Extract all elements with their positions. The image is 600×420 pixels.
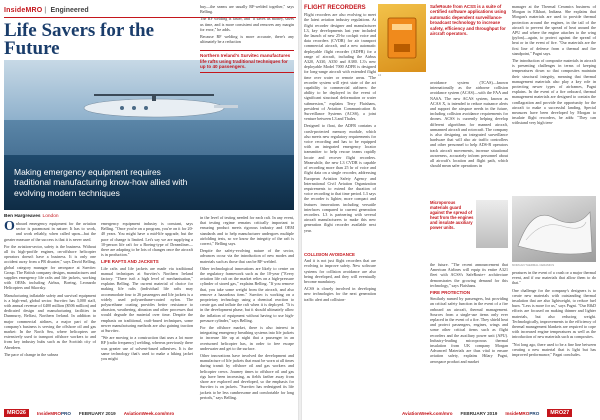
insulation-photo-a xyxy=(476,200,508,248)
footer-brand-b: MRO xyxy=(518,410,530,416)
brand-prefix: Inside xyxy=(4,6,26,14)
section-label: Engineered xyxy=(50,6,89,14)
paragraph: in the level of testing needed for each raft. In any event, that testing regime remains critically important to ensuring product meets rigorous industry and OEM standards and to help manufacturer undergoes multiple airfolding tests, so we know the integrity of the raft is correct," Belling says. xyxy=(200,215,294,247)
photo-credit-morgan: MORGAN THERMAL CERAMICS xyxy=(512,263,555,267)
subheading-flight-recorders: FLIGHT RECORDERS xyxy=(304,5,366,11)
paragraph: Other technological innovations are likely to centre on the regulatory framework such as the 10-year ("Every aviation life raft on the market relies on a high-pressure cylinder of stored gas," explains Belling. "If you remove that, you take some weight from the aircraft, and also remove a hazardous item." Survitec is working on a proprietary technology using a chemical reaction to create gas and inflate the raft when it is deployed. "It is in the development phase, but it should ultimately allow the inflation of equipment without having to use high-pressure cylinder," says Belling. xyxy=(200,265,294,323)
article-column-5 xyxy=(430,80,508,170)
hero-photo xyxy=(4,60,294,210)
footer-brand-c: PRO xyxy=(529,410,540,416)
paragraph: For the aviation-sector, safety is the business. Without all its high-profile engines, on-offshore helicopter operators doesn't have a business. It is only one accident away from a PR disaster," says David Belling, global category manager for aerospace at Survitec Group. The British company designs, manufactures and supplies emergency life rafts and life jackets, working with OEMs including Airbus, Boeing, Leonardo Helicopters and Sikorsky. xyxy=(4,243,96,291)
right-page xyxy=(302,0,600,420)
paragraph: Because RF welding is more accurate, there's any ultimately be a reduction xyxy=(200,34,294,45)
paragraph: the future. "The recent announcement that American Airlines will equip its entire A321 fleet with ACSS's SafeRoute+ architecture demonstrates the growing demand for this technology," says Flaishans. xyxy=(430,262,508,288)
footer-brand-c: PRO xyxy=(60,410,71,416)
paragraph: Other innovations have involved the development and manufacture of life jackets that must be worn at all times during transit by offshore oil and gas workers and helicopter crews. Journey times to offshore oil and gas rigs have been increasing, as fields farther away from shore are explored and developed, so the emphasis for Survitec is on jackets. "Survitec has redesigned its life jackets to be less cumbersome and comfortable for long periods," says Belling. xyxy=(200,353,294,400)
paragraph: And it is not just flight recorders that are evolving to improve safety. New software systems for collision avoidance are also being developed, and they will eventually become mandatory. xyxy=(304,258,376,285)
footer-brand xyxy=(37,411,71,416)
paragraph: avoidance system (TCAS)—known internationally as the airborne collision avoidance system (ACAS)—with the FAA and NASA. The new ACAS system, known as ACAS X, is intended to reduce nuisance alerts and support the airspace needs in the future, including collision avoidance requirements for drones. ACSS is currently helping develop different algorithms for manned aircraft, unmanned aircraft and rotorcraft. The company is also designing an integrated surveillance hardware that will also air traffic controllers and other personnel to help ADS-B operators track aircraft movements, increase situational awareness, accurately inform personnel about all aircraft's location and flight path, which should mean safer operations in xyxy=(430,80,508,169)
footer-url[interactable]: AviationWeek.com/mro xyxy=(123,410,175,416)
paragraph: emergency equipment industry is constant, says Belling. "Once you're on a program, you're on it for 20-40 years. You might have a mid-life upgrade, but the pace of change is limited. Let's say we are supplying a 10-person life raft for a Boeing-type of Dreamliner—there are adapting to be lots of changes once the aircraft is in production." xyxy=(101,221,193,258)
footer-brand-a: Inside xyxy=(505,410,519,416)
article-column-4 xyxy=(304,4,376,235)
recorder-illustration xyxy=(378,4,426,72)
flight-recorder-photo xyxy=(378,4,426,72)
paragraph: buy—the seams are usually RF-welded together," says Belling. xyxy=(200,4,294,15)
photo-credit-l3: L3 xyxy=(378,73,382,77)
paragraph: The introduction of composite materials in aircraft is presenting challenges in terms of keeping temperatures down so that composites maintain their structural integrity, meaning that thermal management materials also play a key role in protecting newer types of airframes, Pagni explains. In the event of a fire onboard, thermal management materials are designed to contain the conflagration and provide the opportunity for the aircraft to make a successful landing. Special measures have been developed by Morgan to insulate flight recorders, he adds: "They can withstand very high tem- xyxy=(512,58,596,126)
insulation-blanket-illustration xyxy=(512,196,596,262)
drop-cap: O xyxy=(4,219,15,234)
paragraph: One challenge for the company's designers is to create new materials with outstanding thermal insulation that are also lightweight, to reduce fuel burn. "Less is more for us," says Pagni. "Our R&D efforts are focused on making thinner and lighter materials, but also reducing weight. Technologically, improvements to the efficiency of thermal management blankets are required to cope with increased engine temperatures as well as the introduction of new materials such as composites. xyxy=(512,287,596,340)
pull-quote-saferoute: SafeRoute from ACSS is a suite of certified software applications using automatic dependent surveillance-broadcast technology to increase safety, efficiency and throughput for aircraft operators. xyxy=(430,4,507,37)
pull-quote-microporous: Microporous materials guard against the spread of heat from the engines and insulate auxiliary power units. xyxy=(430,200,474,230)
article-column-4b xyxy=(304,250,376,304)
article-deck: Making emergency equipment requires traditional manufacturing know-how allied with evolving modern techniques xyxy=(14,166,188,198)
paragraph xyxy=(4,221,96,242)
masthead xyxy=(4,4,89,16)
article-column-6b xyxy=(512,270,596,359)
footer-brand-right xyxy=(505,411,539,416)
left-page xyxy=(0,0,298,420)
subheading-life-rafts: LIFE RAFTS AND JACKETS xyxy=(101,259,159,265)
page-title: Life Savers for the Future xyxy=(4,20,155,59)
paragraph: The RF welding is faster, and "it saves us money, saves us time, and is more consistent and removes any margin for error," he adds. xyxy=(200,16,294,32)
page-number-right: MRO27 xyxy=(547,409,572,417)
article-column-2 xyxy=(101,221,193,363)
subheading-collision-avoidance: COLLISION AVOIDANCE xyxy=(304,252,355,257)
issue-date: FEBRUARY 2019 xyxy=(78,410,116,416)
paragraph: Life rafts and life jackets are made via traditional manual techniques at Survitec's Northern Ireland factory. "There isn't a high level of mechanisation," explains Belling. The current material of choice for making life rafts (individual life rafts may accommodate four to 26 passengers and life jackets is a widely used polyurethane-coated nylon. The polyurethane coating provides better resistance to abrasion, weathering, abrasion and other processes that would degrade the material over time. Despite the emphasis on traditional, craft-based techniques, some newer manufacturing methods are also gaining traction at Survitec. xyxy=(101,265,193,334)
footer-brand-a: Inside xyxy=(36,410,51,416)
brand-suffix: MRO xyxy=(25,6,43,14)
article-column-5b xyxy=(430,262,508,366)
paragraph: manager at the Thermal Ceramics business of Morgan in Elkhart, Indiana. She explains that Morgan's materials are used to provide thermal protection around the engines, in the tail of the aircraft to prevent the spread of heat around the APU and where the engine attaches to the wing (pylon)—again, to protect against the spread of heat or in the event of fire. "Our materials are the first line of defense from a thermal and fire standpoint," Pagni says. xyxy=(512,4,596,56)
author-city: London xyxy=(42,214,59,219)
paragraph-text: nboard emergency equipment for the aviation sector is paramount in nature: It has to work, and work reliably, when called upon—but the greater measure of the success is that it is never used. xyxy=(4,221,96,242)
paragraph: ACSS is closely involved in developing new technologies for the next generation traffic alert and collision- xyxy=(304,286,376,302)
article-column-1 xyxy=(4,221,96,359)
footer-brand-b: MRO xyxy=(50,410,61,416)
paragraph: Similarly named by passengers, but providing an critical safety function in the event of a fire onboard an aircraft, thermal management. Sources from a single-use items only ever replaced in the event of a fire. They shield heat and protect passengers, engines, wings and some other critical items such as flight recorders and the auxiliary power unit (APU). Industry-leading microporous thermal insulation from UK company Morgan Advanced Materials are thus vital to ensure aviation safety, explains Hilary Pagni, aerospace product and market xyxy=(430,296,508,364)
paragraph: Designed to float, the ADFR contains a crash-protected memory module, which also meets new regulatory requirements for voice recording and has to be equipped with an integrated emergency locator transmitter to help rescue teams rapidly locate and recover flight recorders. Meanwhile, the new L3 CVDR is capable of recording more than 25 hr of voice and flight data on a single recorder, addressing European Aviation Safety Agency and International Civil Aviation Organization requirements to extend the duration of voice recording to that time period. L3 says the recorder is lighter, more compact and features innovations including versatile interfaces compared to current generation recorders. L3 is partnering with several aircraft manufacturers to make this new generation flight recorder available next year. xyxy=(304,123,376,233)
article-column-3b xyxy=(200,215,294,402)
masthead-divider: | xyxy=(44,6,47,14)
right-footer xyxy=(402,409,572,417)
footer-url-right[interactable]: AviationWeek.com/mro xyxy=(402,410,453,416)
paragraph: The pace of change in the subsea xyxy=(4,351,59,357)
paragraph: peratures in the event of a crash or a major thermal event, and if our materials that allow them to do that." xyxy=(512,270,596,286)
subheading-fire-protection: FIRE PROTECTION xyxy=(430,290,471,296)
paragraph: "We are moving to a construction that uses a lot more RF [radio frequency] welding, whereas previously there was greater use of solvent-based adhesives. It is the same technology that's used to make a hiking jacket you might xyxy=(101,335,193,362)
issue-date-right: FEBRUARY 2019 xyxy=(460,410,498,416)
pull-quote-survitec: Northern Ireland's Survitec manufactures life rafts using traditional techniques for up to 40 passengers. xyxy=(200,50,294,73)
paragraph: "Not long ago, there used to be a fine line between creating a new material that is light but has improved performance," Pagni concludes. xyxy=(512,341,596,358)
paragraph: Despite the safety-evolving nature of the sector, advances occur via the introduction of new modes and materials such as those that can be RF-welded. xyxy=(200,248,294,264)
insulation-photo-b xyxy=(512,196,596,262)
article-column-3 xyxy=(200,4,294,46)
paragraph: Manufacturing inflatable safety and survival equipment is a high-end, global sector. Survitec has 3,000 staff, with annual revenue of £400 million ($506 million) and dedicated design and manufacturing facilities in Dunmurry, Belfast, Northern Ireland. In addition to major commercial airlines, a major part of the company's business is serving the offshore oil and gas market: In the North Sea, where helicopters are extensively used to transport offshore workers to and from key industry hubs such as the Scottish city of Aberdeen. xyxy=(4,292,96,350)
left-footer xyxy=(4,409,174,417)
author-name: Ben Hargreaves xyxy=(4,214,41,219)
paragraph: Flight recorders are also evolving to meet the latest aviation industry regulations. At flight recorder designer and manufacturer L3, key developments last year included the launch of new 25-hr cockpit voice and data recorders (CVDR) for air transport commercial aircraft, and a new automatic deployable flight recorder (ADFR) for a range of aircraft, including the Airbus A320, A330, A350 and A380. L3's new deployable Model 7000 ADFR is designed for long-range aircraft with extended flight time over water or remote areas. "The recorder system will eject state of the art capability to commercial airliners: the ability to be deployed in the event of significant structural deformation or water submersion," explains Terry Flaishans, president of Aviation Communication & Surveillance Systems (ACSS), a joint venture between L3 and Thales. xyxy=(304,12,376,122)
article-column-6 xyxy=(512,4,596,128)
paragraph: For the offshore market, there is also interest in integrating emergency breathing systems into life jackets to increase life up at night that a passenger in an overturned helicopter has, in order to free escape underwater and get to the surface. xyxy=(200,325,294,351)
helicopter-illustration xyxy=(64,88,244,124)
masthead-logo xyxy=(4,7,49,14)
page-number: MRO26 xyxy=(4,409,29,417)
